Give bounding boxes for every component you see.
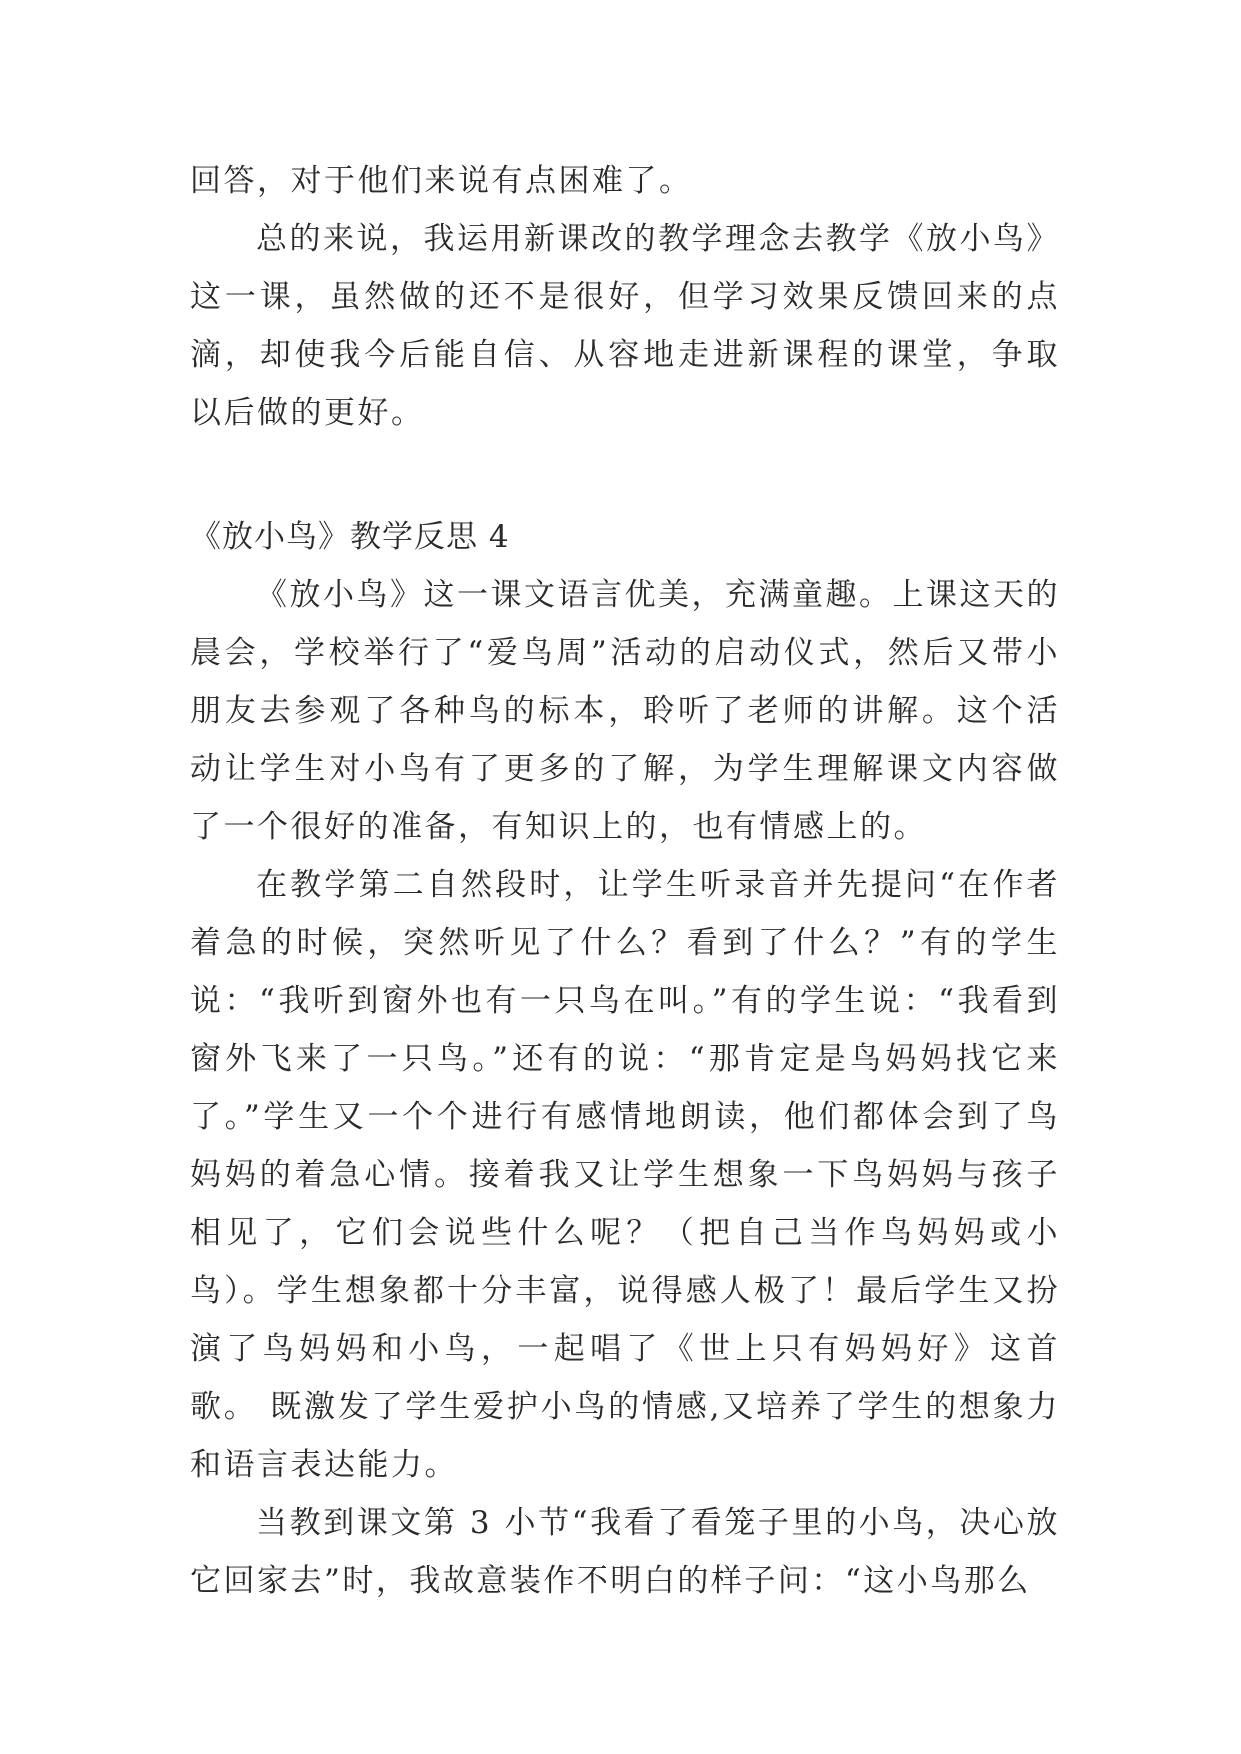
body-paragraph-1: 《放小鸟》这一课文语言优美，充满童趣。上课这天的晨会，学校举行了“爱鸟周”活动的启动仪式，然后又带小朋友去参观了各种鸟的标本，聆听了老师的讲解。这个活动让学生对小鸟有了更多的了解，为学生理解课文内容做了一个很好的准备，有知识上的，也有情感上的。	[190, 577, 1060, 845]
summary-paragraph: 总的来说，我运用新课改的教学理念去教学《放小鸟》这一课，虽然做的还不是很好，但学习效果反馈回来的点滴，却使我今后能自信、从容地走进新课程的课堂，争取以后做的更好。	[190, 221, 1060, 431]
section-body	[190, 566, 1060, 1610]
section-title: 《放小鸟》教学反思 4	[190, 519, 510, 555]
body-paragraph-3: 当教到课文第 3 小节“我看了看笼子里的小鸟，决心放它回家去”时，我故意装作不明白的样子问：“这小鸟那么	[190, 1505, 1060, 1599]
previous-section-text	[190, 152, 1060, 442]
section-heading-block	[190, 508, 1060, 566]
continuation-paragraph: 回答，对于他们来说有点困难了。	[190, 163, 693, 199]
body-paragraph-2: 在教学第二自然段时，让学生听录音并先提问“在作者着急的时候，突然听见了什么？看到了什么？”有的学生说：“我听到窗外也有一只鸟在叫。”有的学生说：“我看到窗外飞来了一只鸟。”还有的说：“那肯定是鸟妈妈找它来了。”学生又一个个进行有感情地朗读，他们都体会到了鸟妈妈的着急心情。接着我又让学生想象一下鸟妈妈与孩子相见了，它们会说些什么呢？（把自己当作鸟妈妈或小鸟）。学生想象都十分丰富，说得感人极了！最后学生又扮演了鸟妈妈和小鸟，一起唱了《世上只有妈妈好》这首歌。 既激发了学生爱护小鸟的情感,又培养了学生的想象力和语言表达能力。	[190, 867, 1060, 1483]
